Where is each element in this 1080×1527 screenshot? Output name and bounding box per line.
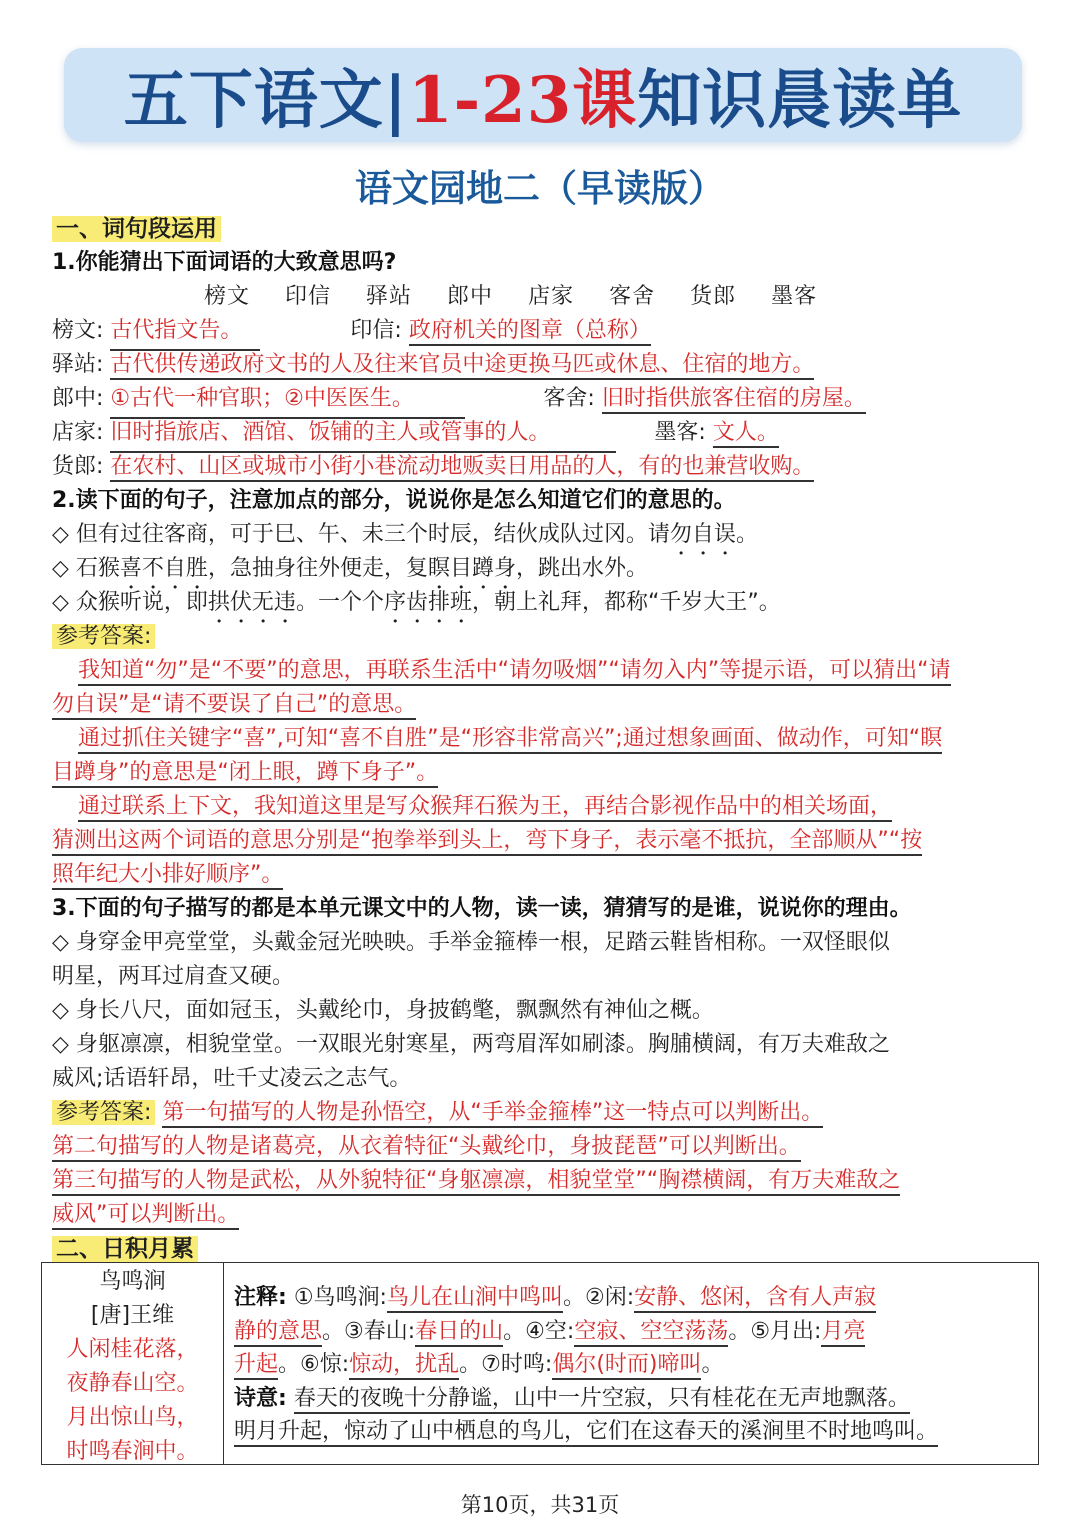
word: 店家	[528, 284, 575, 309]
word: 榜文	[204, 284, 251, 309]
def-row	[52, 382, 1032, 416]
def-term: 店家:	[52, 420, 104, 445]
note-answer: 春日的山	[415, 1319, 503, 1347]
def-answer: 古代指文告。	[110, 314, 260, 351]
sentence-text: ◇ 石猴	[52, 556, 120, 581]
note-answer: 空寂、空空荡荡	[574, 1319, 728, 1347]
dotted-phrase: 勿自误	[669, 522, 736, 547]
answer-line: 目蹲身”的意思是“闭上眼，蹲下身子”。	[52, 760, 438, 788]
answer-line: 我知道“勿”是“不要”的意思，再联系生活中“请勿吸烟”“请勿入内”等提示语，可以猜出“请	[78, 658, 951, 686]
q3-line: ◇ 身长八尺，面如冠玉，头戴纶巾，身披鹤氅，飘飘然有神仙之概。	[52, 998, 714, 1023]
def-answer: 旧时指供旅客住宿的房屋。	[602, 386, 866, 414]
page-subtitle: 语文园地二（早读版）	[355, 167, 725, 210]
note-answer: 偶尔(时而)啼叫	[552, 1352, 701, 1380]
def-answer: 文人。	[713, 420, 779, 448]
def-term: 墨客:	[654, 420, 706, 445]
def-answer: 政府机关的图章（总称）	[409, 318, 651, 346]
word: 客舍	[609, 284, 656, 309]
answer-line: 照年纪大小排好顺序”。	[52, 862, 283, 890]
q3-line: ◇ 身躯凛凛，相貌堂堂。一双眼光射寒星，两弯眉浑如刷漆。胸脯横阔，有万夫难敌之	[52, 1032, 890, 1057]
word: 郎中	[447, 284, 494, 309]
sentence-text: 。一个个	[295, 590, 384, 615]
word: 墨客	[771, 284, 818, 309]
note-term: 。⑦时鸣:	[459, 1352, 553, 1377]
poem-text-cell	[42, 1263, 224, 1464]
def-term: 郎中:	[52, 386, 104, 411]
def-term: 印信:	[350, 318, 402, 343]
q2-sentence	[52, 552, 1032, 586]
title-part-name: 知识晨读单	[637, 63, 963, 138]
def-term: 驿站:	[52, 352, 104, 377]
answer-line: 第二句描写的人物是诸葛亮，从衣着特征“头戴纶巾，身披琵琶”可以判断出。	[52, 1134, 801, 1162]
meaning-text: 明月升起，惊动了山中栖息的鸟儿，它们在这春天的溪涧里不时地鸣叫。	[234, 1419, 938, 1447]
q1-word-list	[52, 280, 1032, 314]
poem-title: 鸟鸣涧	[99, 1269, 166, 1294]
poem-line: 人闲桂花落，	[66, 1337, 199, 1362]
sentence-text: 。	[735, 522, 758, 547]
poem-notes-cell	[224, 1263, 1038, 1464]
def-answer: 在农村、山区或城市小街小巷流动地贩卖日用品的人，有的也兼营收购。	[110, 454, 814, 482]
answer-line: 第三句描写的人物是武松，从外貌特征“身躯凛凛，相貌堂堂”“胸襟横阔，有万夫难敌之	[52, 1168, 900, 1196]
poem-author: [唐]王维	[90, 1303, 175, 1328]
answer-line: 通过联系上下文，我知道这里是写众猴拜石猴为王，再结合影视作品中的相关场面，	[78, 794, 892, 822]
title-part-lessons: 1-23课	[408, 63, 638, 138]
note-answer: 静的意思	[234, 1319, 322, 1347]
note-answer: 安静、悠闲，含有人声寂	[634, 1285, 876, 1313]
q2-title: 2.读下面的句子，注意加点的部分，说说你是怎么知道它们的意思的。	[52, 488, 736, 513]
note-answer: 鸟儿在山涧中鸣叫	[387, 1285, 563, 1313]
note-term: 。②闲:	[562, 1285, 635, 1310]
sentence-text: ，急抽身往外便走，复	[207, 556, 428, 581]
q1-title: 1.你能猜出下面词语的大致意思吗?	[52, 250, 397, 275]
note-term: 。⑤月出:	[728, 1318, 822, 1344]
section1-heading: 一、词句段运用	[52, 216, 221, 242]
answer-line: 通过抓住关键字“喜”,可知“喜不自胜”是“形容非常高兴”;通过想象画面、做动作，可知“瞑	[78, 726, 942, 754]
poem-line: 夜静春山空。	[66, 1371, 199, 1396]
note-answer: 惊动，扰乱	[349, 1352, 459, 1380]
q3-line: 明星，两耳过肩查又硬。	[52, 964, 295, 989]
dotted-phrase: 瞑目蹲身	[427, 556, 516, 581]
note-answer: 月亮	[821, 1319, 865, 1347]
q2-answer-label: 参考答案:	[52, 624, 155, 649]
answer-line: 第一句描写的人物是孙悟空，从“手举金箍棒”这一特点可以判断出。	[162, 1100, 823, 1128]
q3-answer-label: 参考答案:	[52, 1100, 155, 1125]
q3-line: ◇ 身穿金甲亮堂堂，头戴金冠光映映。手举金箍棒一根，足踏云鞋皆相称。一双怪眼似	[52, 930, 890, 955]
sentence-text: ◇ 众猴听说，即	[52, 590, 208, 615]
poem-line: 月出惊山鸟，	[66, 1405, 199, 1430]
section2-heading: 二、日积月累	[52, 1236, 198, 1262]
sentence-text: ，跳出水外。	[515, 556, 648, 581]
q3-title: 3.下面的句子描写的都是本单元课文中的人物，读一读，猜猜写的是谁，说说你的理由。	[52, 896, 912, 921]
meaning-label: 诗意:	[234, 1385, 287, 1411]
title-banner	[64, 48, 1022, 142]
sentence-text: ◇ 但有过往客商，可于巳、午、未三个时辰，结伙成队过冈。请	[52, 522, 670, 547]
def-answer: 古代供传递政府文书的人及往来官员中途更换马匹或休息、住宿的地方。	[110, 352, 814, 380]
poem-line: 时鸣春涧中。	[66, 1439, 199, 1464]
title-part-grade: 五下语文|	[123, 63, 409, 138]
q2-sentence	[52, 586, 1032, 620]
word: 印信	[285, 284, 332, 309]
notes-label: 注释:	[234, 1285, 287, 1310]
note-term: 。③春山:	[322, 1318, 416, 1344]
def-term: 货郎:	[52, 454, 104, 479]
def-term: 榜文:	[52, 318, 104, 343]
def-row	[52, 314, 1032, 348]
q2-sentence	[52, 518, 1032, 552]
word: 驿站	[366, 284, 413, 309]
dotted-phrase: 序齿排班	[383, 590, 472, 615]
answer-line: 勿自误”是“请不要误了自己”的意思。	[52, 692, 416, 720]
q3-line: 威风;话语轩昂，吐千丈凌云之志气。	[52, 1066, 412, 1091]
def-answer: ①古代一种官职；②中医医生。	[110, 382, 465, 419]
sentence-text: ，朝上礼拜，都称“千岁大王”。	[471, 590, 781, 615]
note-answer: 升起	[234, 1352, 278, 1380]
def-row	[52, 348, 1032, 382]
dotted-phrase: 喜不自胜	[119, 556, 208, 581]
def-term: 客舍:	[543, 386, 595, 411]
note-term: 。⑥惊:	[278, 1352, 350, 1377]
poem-table	[41, 1262, 1039, 1465]
meaning-text: 春天的夜晚十分静谧，山中一片空寂，只有桂花在无声地飘落。	[294, 1386, 910, 1414]
main-content	[52, 212, 1032, 1266]
def-row	[52, 416, 1032, 450]
def-answer: 旧时指旅店、酒馆、饭铺的主人或管事的人。	[110, 416, 616, 453]
note-term: 。	[701, 1352, 724, 1377]
answer-line: 威风”可以判断出。	[52, 1202, 239, 1230]
word: 货郎	[690, 284, 737, 309]
def-row	[52, 450, 1032, 484]
page-footer: 第10页，共31页	[460, 1493, 620, 1517]
note-term: ①鸟鸣涧:	[293, 1285, 387, 1310]
note-term: 。④空:	[503, 1318, 575, 1344]
dotted-phrase: 拱伏无违	[207, 590, 296, 615]
answer-line: 猜测出这两个词语的意思分别是“抱拳举到头上，弯下身子，表示毫不抵抗，全部顺从”“按	[52, 828, 922, 856]
